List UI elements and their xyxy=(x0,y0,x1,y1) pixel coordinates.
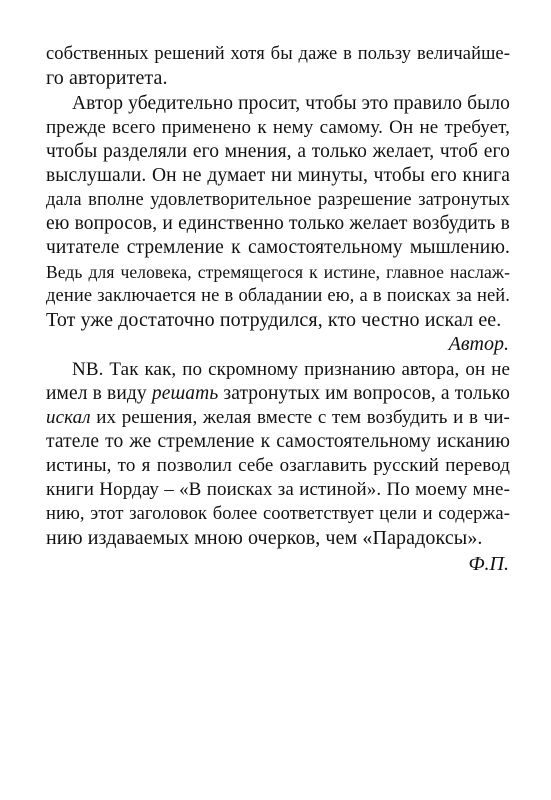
emphasis-reshat: решать xyxy=(151,383,219,404)
paragraph2-line-1: Автор убедительно просит, чтобы это правило было xyxy=(72,93,510,114)
paragraph2-line-5: дала вполне удовлетворительное разрешение затронутых xyxy=(46,190,510,210)
paragraph2-line-3: чтобы разделяли его мнения, а только желает, чтоб его xyxy=(46,141,510,162)
paragraph1-line-2: го авторитета. xyxy=(46,67,168,89)
note-line-3 xyxy=(46,406,510,430)
paragraph2-line-8: Ведь для человека, стремящегося к истине, главное наслаж- xyxy=(46,262,510,282)
paragraph2-line-4: выслушали. Он не думает ни минуты, чтобы его книга xyxy=(46,165,510,186)
note-line-8: нию издаваемых мною очерков, чем «Парадоксы». xyxy=(46,527,483,549)
paragraph2-line-10: Тот уже достаточно потрудился, кто честно искал ее. xyxy=(46,309,502,331)
note-line-7: нию, этот заголовок более соответствует цели и содержа- xyxy=(46,504,510,524)
note-line-4: тателе то же стремление к самостоятельному исканию xyxy=(46,431,510,452)
note-line-2 xyxy=(46,382,510,406)
note-line-5: истины, то я позволил себе озаглавить русский перевод xyxy=(46,455,510,476)
paragraph2-line-9: дение заключается не в обладании ею, а в поисках за ней. xyxy=(46,286,510,306)
note-line-2-before: имел в виду xyxy=(46,383,152,404)
note-line-6: книги Нордау – «В поисках за истиной». По моему мне- xyxy=(46,479,510,500)
paragraph2-line-2: прежде всего применено к нему самому. Он не требует, xyxy=(46,117,510,138)
paragraph2-line-6: ею вопросов, и единственно только желает возбудить в xyxy=(46,213,510,234)
author-signature: Автор. xyxy=(448,333,509,355)
paragraph2-line-7: читателе стремление к самостоятельному мышлению. xyxy=(46,237,510,258)
paragraph1-line-1: собственных решений хотя бы даже в пользу величайше- xyxy=(46,44,510,64)
emphasis-iskal: искал xyxy=(46,407,91,428)
translator-signature: Ф.П. xyxy=(468,553,509,575)
note-line-1: NB. Так как, по скромному признанию автора, он не xyxy=(72,359,510,380)
note-line-2-after: затронутых им вопросов, а только xyxy=(218,383,510,404)
note-line-3-after: их решения, желая вместе с тем возбудить и в чи- xyxy=(90,407,510,428)
